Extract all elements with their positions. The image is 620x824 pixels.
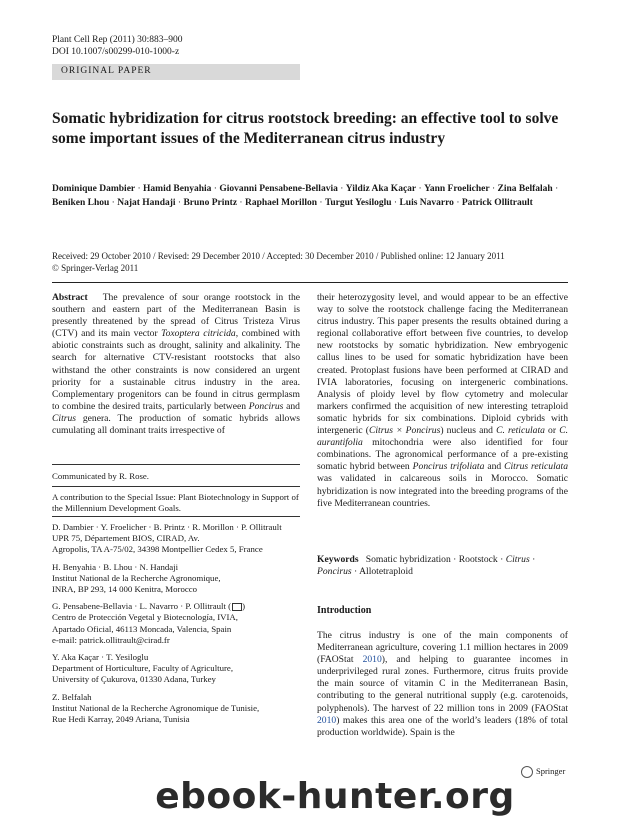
keywords: Keywords Somatic hybridization · Rootstock · Citrus · Poncirus · Allotetraploid [317,554,536,578]
author-name: Yann Froelicher [424,184,490,194]
author-name: Hamid Benyahia [143,184,212,194]
email-link[interactable]: e-mail: patrick.ollitrault@cirad.fr [52,634,170,645]
publication-dates [52,250,582,274]
author-name: Zina Belfalah [497,184,553,194]
abstract-right: their heterozygosity level, and would appear to be an effective way to solve the rootstock challenge facing the Mediterranean citrus industry. This paper presents the results obtained during a regional collaborative effort between five countries, to develop new rootstocks by somatic hybridization. New embryogenic callus lines to be used for somatic hybridization have been created. Protoplast fusions have been performed at CIRAD and IVIA laboratories, focusing on intergeneric combinations. Analysis of ploidy level by flow cytometry and molecular markers confirmed the acquisition of new interesting tetraploid somatic hybrids for six combinations. Diploid cybrids with intergeneric (Citrus × Poncirus) nucleus and C. reticulata or C. aurantifolia mitochondria were also identified for four combinations. The agronomical performance of a pre-existing somatic hybrid between Poncirus trifoliata and Citrus reticulata was validated in calcareous soils in Morocco. Somatic hybridization is now integrated into the breeding programs of the five Mediterranean countries. [317,292,568,509]
section-label-bar [52,64,300,80]
introduction-heading: Introduction [317,605,372,616]
paper-title: Somatic hybridization for citrus rootstock breeding: an effective tool to solve some important issues of the Mediterranean citrus industry [52,110,559,147]
author-name: Bruno Printz [183,197,238,208]
abstract-text-2: , combined with abiotic constraints such as drought, salinity and alkalinity. The search for alternative CTV-resistant rootstocks that also withstand the other constraints is now considered an urgent priority for a sustainable citrus industry in the area. Complementary progenitors can be found in citrus germplasm to combine the desired traits, particularly between [52,328,300,412]
history-dates: Received: 29 October 2010 / Revised: 29 December 2010 / Accepted: 30 December 2010 / Published online: 12 January 2011 [52,251,505,261]
author-name: Dominique Dambier [52,184,136,194]
affiliation-5: Z. Belfalah Institut National de la Recherche Agronomique de Tunisie, Rue Hedi Karray, 2049 Ariana, Tunisia [52,691,260,725]
keywords-heading: Keywords [317,554,359,565]
citation-link-1[interactable]: 2010 [362,654,382,666]
abstract-text-3: genera. The production of somatic hybrids allows cumulating all dominant traits irrespective of [52,412,300,437]
abstract-text-1: The prevalence of sour orange rootstock in the southern and eastern part of the Mediterranean Basin is presently threatened by the spread of Citrus Tristeza Virus (CTV) and its main vector [52,292,300,340]
author-name: Luis Navarro [399,197,454,208]
communicated-note: Communicated by R. Rose. [52,471,150,481]
footnote-rule-2 [52,486,300,487]
author-name: Turgut Yesiloglu [324,197,392,208]
affiliations [52,522,302,731]
abstract-vector: Toxoptera citricida [161,328,236,340]
abstract-left: Abstract The prevalence of sour orange rootstock in the southern and eastern part of the Mediterranean Basin is presently threatened by the spread of Citrus Tristeza Virus (CTV) and its main vector Toxoptera citricida, combined with abiotic constraints such as drought, salinity and alkalinity. The search for alternative CTV-resistant rootstocks that also withstand the other constraints is now considered an urgent priority for a sustainable citrus industry in the area. Complementary progenitors can be found in citrus germplasm to combine the desired traits, particularly between Poncirus and Citrus genera. The production of somatic hybrids allows cumulating all dominant traits irrespective of [52,292,300,437]
watermark: ebook-hunter.org [155,776,515,817]
introduction-text: The citrus industry is one of the main components of Mediterranean agriculture, covering 1.1 million hectares in 2009 (FAOStat 2010), and helping to guarantee incomes in underprivileged rural zones. Furthermore, citrus fruits provide the main source of vitamin C in the Mediterranean Basin, contributing to the general nutritional supply (e.g. carotenoids, polyphenols). The harvest of 22 million tons in 2009 (FAOStat 2010) makes this area one of the world’s leaders (18% of total production worldwide). Spain is the [317,630,568,738]
copyright: © Springer-Verlag 2011 [52,263,139,273]
author-name: Najat Handaji [117,197,176,208]
contribution-note: A contribution to the Special Issue: Plant Biotechnology in Support of the Millennium Development Goals. [52,492,299,514]
author-name: Patrick Ollitrault [461,197,533,208]
author-name: Yildiz Aka Kaçar [345,184,417,194]
citation-link-2[interactable]: 2010 [317,714,337,726]
publisher-mark: Springer [521,766,565,778]
journal-header [52,34,183,58]
affiliation-2: H. Benyahia · B. Lhou · N. Handaji Institut National de la Recherche Agronomique, INRA, BP 293, 14 000 Kenitra, Morocco [52,561,221,595]
affiliation-4: Y. Aka Kaçar · T. Yesiloglu Department of Horticulture, Faculty of Agriculture, University of Çukurova, 01330 Adana, Turkey [52,652,234,685]
abstract-genus-1: Poncirus [248,400,284,412]
author-list: Dominique Dambier · Hamid Benyahia · Giovanni Pensabene-Bellavia · Yildiz Aka Kaçar · Yann Froelicher · Zina Belfalah · Beniken Lhou · Najat Handaji · Bruno Printz · Raphael Morillon · Turgut Yesiloglu · Luis Navarro · Patrick Ollitrault [52,184,559,208]
section-label: ORIGINAL PAPER [61,66,152,76]
header-rule [52,282,568,283]
envelope-icon [232,603,242,611]
author-name: Raphael Morillon [244,197,318,208]
doi: DOI 10.1007/s00299-010-1000-z [52,47,180,57]
abstract-heading: Abstract [52,292,88,303]
author-name: Beniken Lhou [52,197,110,208]
journal-citation: Plant Cell Rep (2011) 30:883–900 [52,35,183,45]
affiliation-3: G. Pensabene-Bellavia · L. Navarro · P. Ollitrault ( ) Centro de Protección Vegetal y Biotecnología, IVIA, Apartado Oficial, 46113 Moncada, Valencia, Spain e-mail: patrick.ollitrault@cirad.fr [52,601,245,645]
abstract-genus-2: Citrus [52,412,76,424]
footnote-rule-3 [52,516,300,517]
affiliation-1: D. Dambier · Y. Froelicher · B. Printz · R. Morillon · P. Ollitrault UPR 75, Département BIOS, CIRAD, Av. Agropolis, TA A-75/02, 34398 Montpellier Cedex 5, France [52,522,282,555]
author-name: Giovanni Pensabene-Bellavia [219,184,338,194]
footnote-rule [52,464,300,465]
